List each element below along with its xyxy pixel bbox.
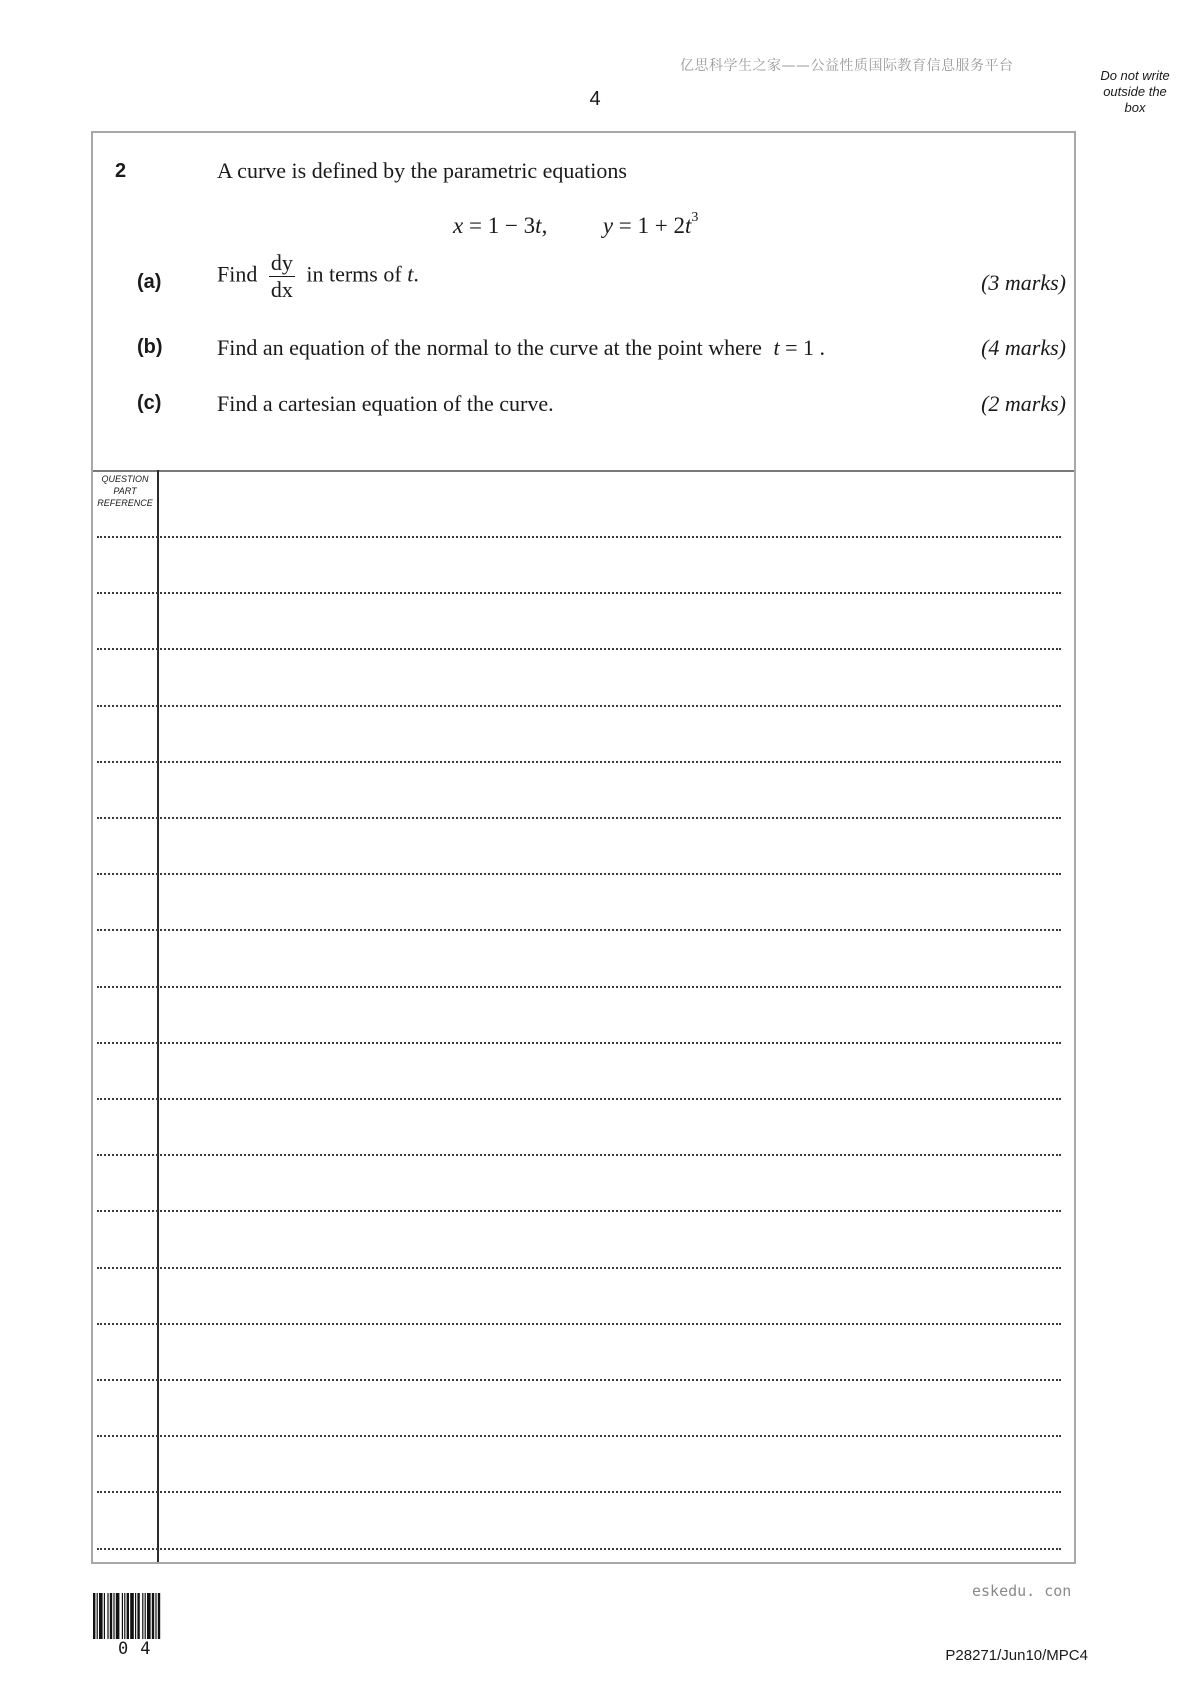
part-b-question: Find an equation of the normal to the curve at the point where xyxy=(217,335,762,360)
ref-header-line: REFERENCE xyxy=(97,498,153,508)
answer-line[interactable] xyxy=(97,1435,1061,1437)
page-number: 4 xyxy=(589,88,601,110)
answer-line[interactable] xyxy=(97,1379,1061,1381)
margin-note-line: Do not write xyxy=(1100,68,1170,83)
answer-line[interactable] xyxy=(97,873,1061,875)
part-a-var: t xyxy=(407,261,414,287)
fraction-denominator: dx xyxy=(270,277,293,302)
margin-note-line: outside the xyxy=(1103,84,1167,99)
answer-line[interactable] xyxy=(97,1267,1061,1269)
part-b-label: (b) xyxy=(137,336,163,358)
derivative-fraction xyxy=(269,250,295,303)
answer-line[interactable] xyxy=(97,986,1061,988)
part-a-marks: (3 marks) xyxy=(981,270,1066,295)
part-b-condition: = 1 . xyxy=(779,335,825,360)
part-c-text: Find a cartesian equation of the curve. xyxy=(217,391,554,416)
answer-line[interactable] xyxy=(97,761,1061,763)
answer-line[interactable] xyxy=(97,1098,1061,1100)
question-area xyxy=(93,133,1074,472)
answer-line[interactable] xyxy=(97,705,1061,707)
question-number: 2 xyxy=(115,160,127,182)
eq-y-exponent: 3 xyxy=(691,210,699,226)
header-watermark: 亿思科学生之家——公益性质国际教育信息服务平台 xyxy=(680,58,1014,74)
answer-line[interactable] xyxy=(97,929,1061,931)
barcode xyxy=(93,1593,193,1639)
answer-line[interactable] xyxy=(97,592,1061,594)
answer-frame xyxy=(91,131,1076,1564)
eq-x-var: x xyxy=(453,213,464,238)
eq-y-rhs: = 1 + 2 xyxy=(613,213,685,238)
part-c-label: (c) xyxy=(137,392,162,414)
answer-line[interactable] xyxy=(97,536,1061,538)
ref-header-line: QUESTION xyxy=(101,474,149,484)
answer-line[interactable] xyxy=(97,648,1061,650)
answer-lines xyxy=(93,470,1074,1562)
barcode-text: 04 xyxy=(118,1639,163,1659)
answer-line[interactable] xyxy=(97,1548,1061,1550)
part-b-text xyxy=(217,335,825,361)
margin-note-line: box xyxy=(1124,100,1146,115)
part-b-var: t xyxy=(773,335,780,360)
part-a-text xyxy=(217,250,419,303)
ref-header-line: PART xyxy=(113,486,137,496)
part-a-find: Find xyxy=(217,261,258,287)
question-intro: A curve is defined by the parametric equations xyxy=(217,158,627,183)
part-c-marks: (2 marks) xyxy=(981,391,1066,416)
answer-line[interactable] xyxy=(97,1491,1061,1493)
answer-line[interactable] xyxy=(97,817,1061,819)
eq-y-t: t xyxy=(684,213,692,238)
answer-line[interactable] xyxy=(97,1210,1061,1212)
fraction-numerator: dy xyxy=(270,250,293,275)
paper-reference-code: P28271/Jun10/MPC4 xyxy=(945,1647,1088,1664)
answer-line[interactable] xyxy=(97,1154,1061,1156)
eq-separator: , xyxy=(541,213,548,238)
eq-y-var: y xyxy=(602,213,614,238)
part-a-in-terms: in terms of xyxy=(306,261,402,287)
answer-line[interactable] xyxy=(97,1042,1061,1044)
footer-watermark: eskedu. con xyxy=(972,1582,1072,1600)
parametric-equations xyxy=(453,210,699,239)
answer-line[interactable] xyxy=(97,1323,1061,1325)
eq-x-rhs: = 1 − 3 xyxy=(463,213,536,238)
eq-x-t: t xyxy=(535,213,542,238)
part-b-marks: (4 marks) xyxy=(981,335,1066,360)
part-a-end: . xyxy=(413,261,419,287)
part-a-label: (a) xyxy=(137,271,162,293)
margin-note xyxy=(1085,68,1185,116)
